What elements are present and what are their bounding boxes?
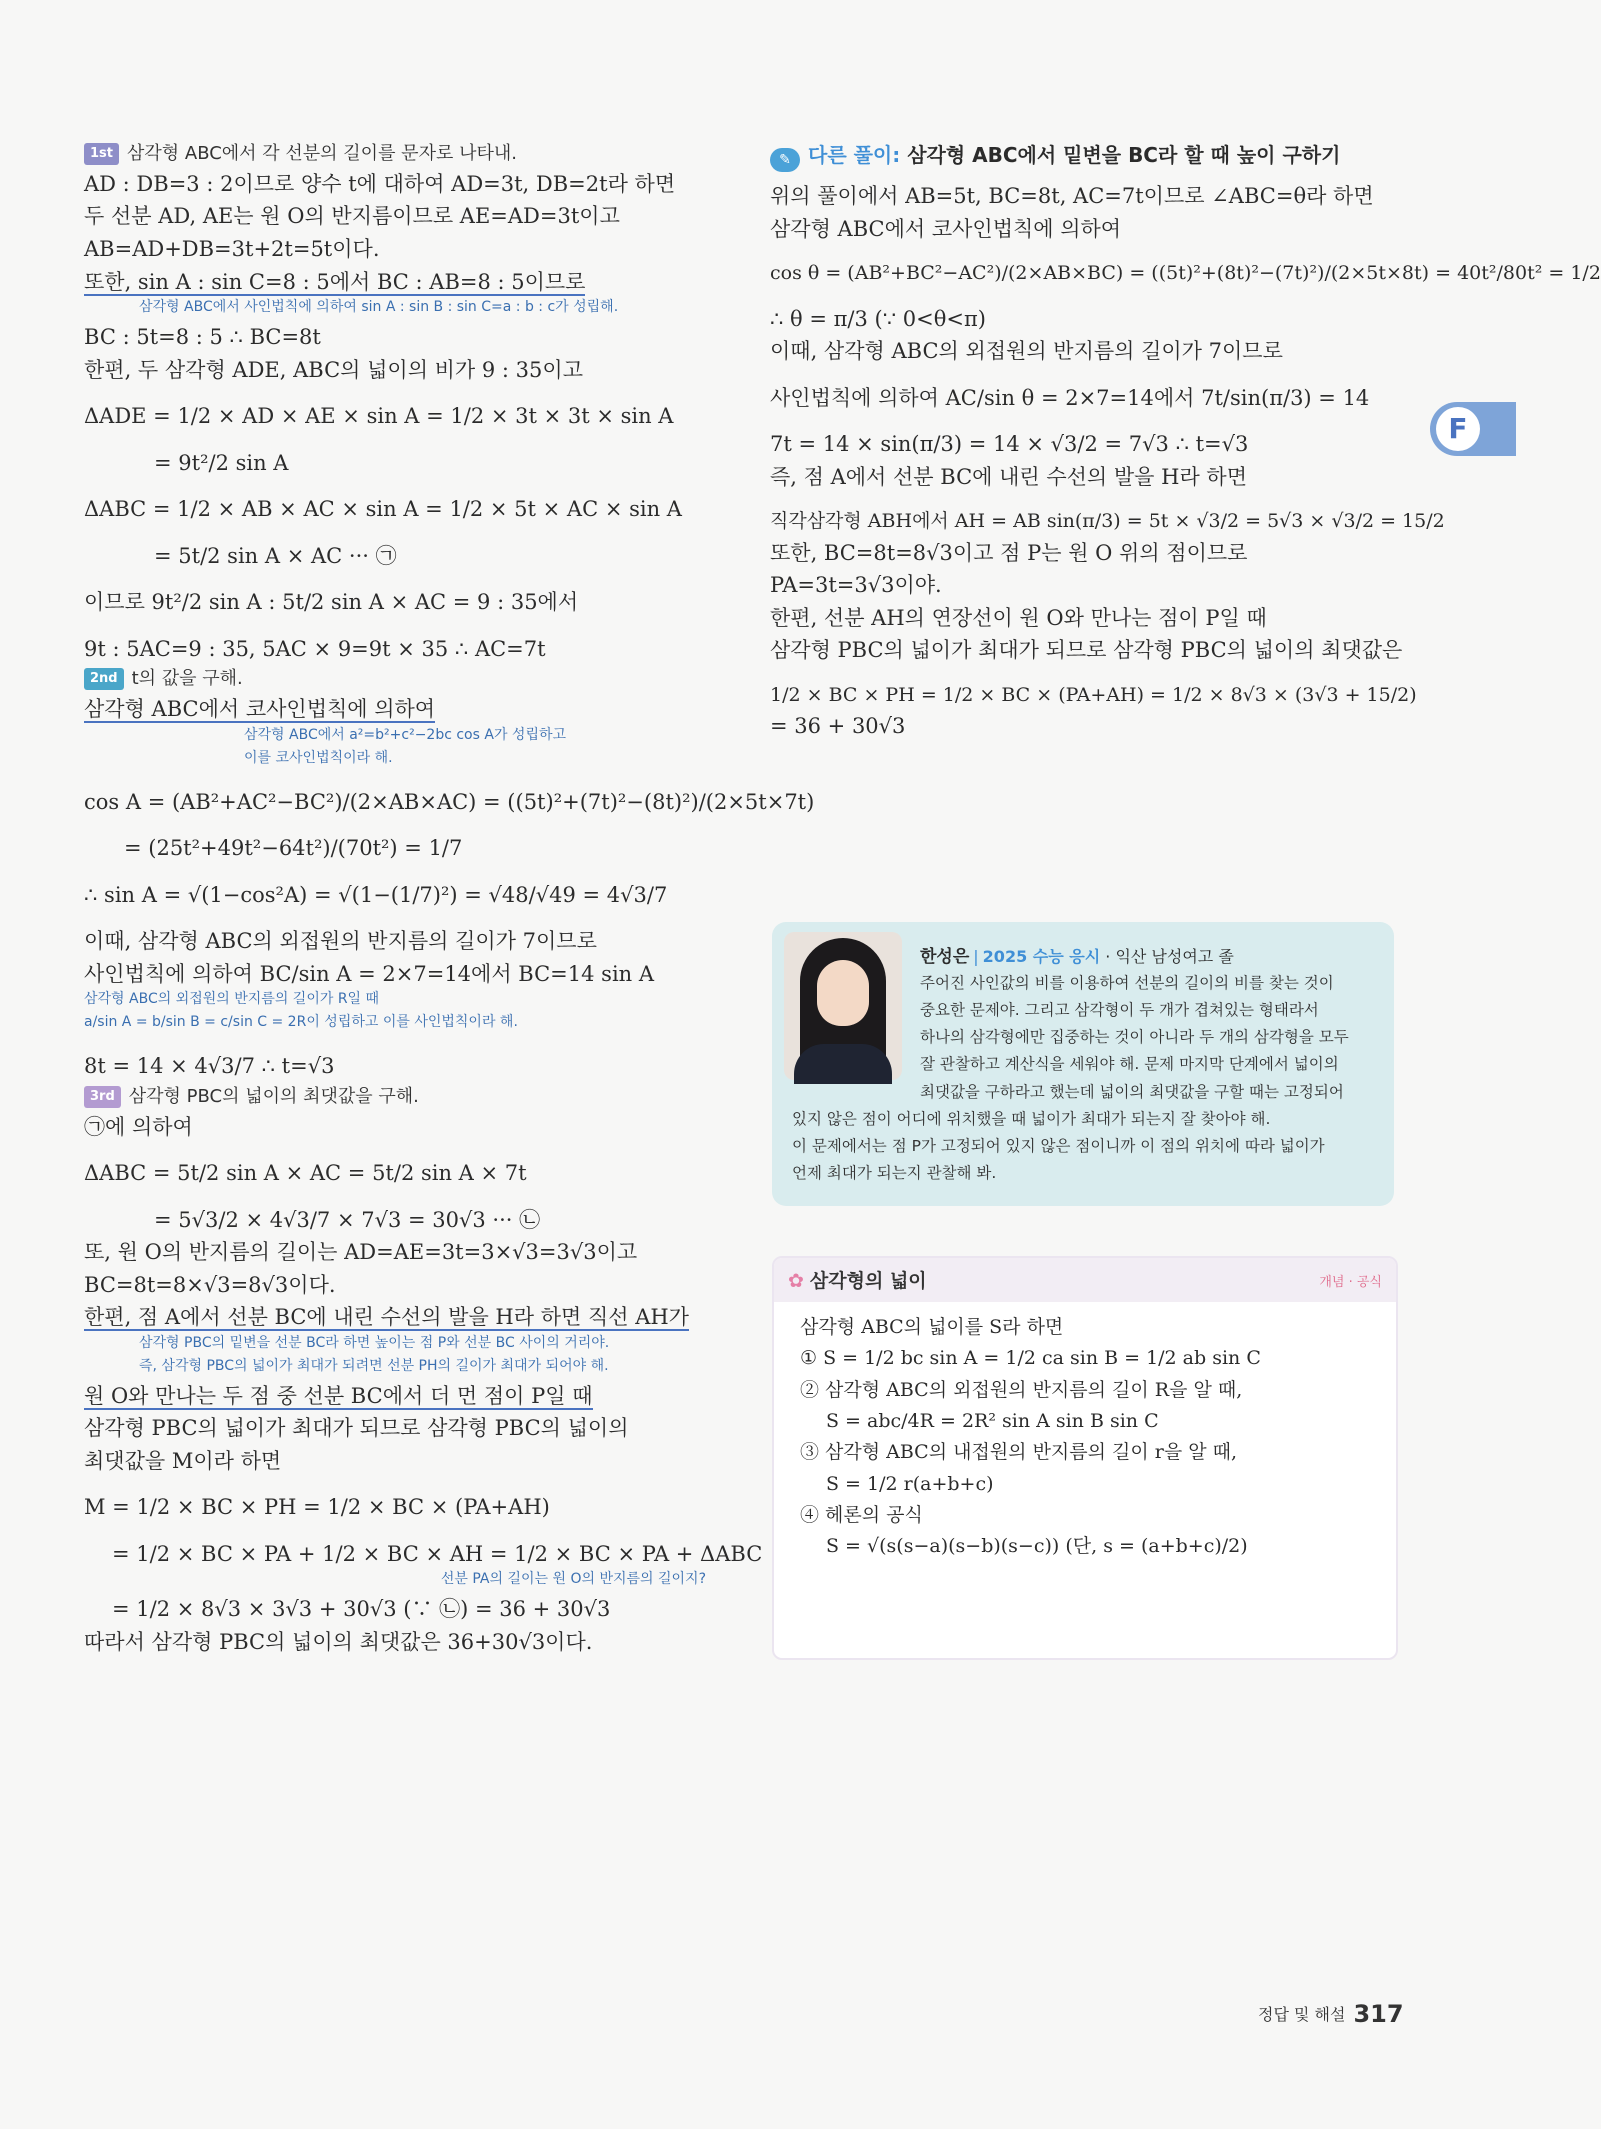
margin-note: 삼각형 PBC의 밑변을 선분 BC라 하면 높이는 점 P와 선분 BC 사이의 거리야. (139, 1334, 610, 1351)
formula-line: = 1/2 × BC × PA + 1/2 × BC × AH = 1/2 × BC × PA + ΔABC (112, 1541, 763, 1566)
step3-title: 삼각형 PBC의 넓이의 최댓값을 구해. (128, 1085, 419, 1107)
flower-icon: ✿ (788, 1270, 804, 1292)
formula-line: ∴ θ = π/3 (∵ 0<θ<π) (770, 306, 986, 331)
solution-line: 또한, BC=8t=8√3이고 점 P는 원 O 위의 점이므로 (770, 540, 1248, 565)
solution-line (84, 693, 724, 726)
formula-line: ΔADE = 1/2 × AD × AE × sin A = 1/2 × 3t × 3t × sin A (84, 404, 674, 429)
review-line: 이 문제에서는 점 P가 고정되어 있지 않은 점이니까 이 점의 위치에 따라 넓이가 (792, 1136, 1325, 1155)
solution-line: 한편, 두 삼각형 ADE, ABC의 넓이의 비가 9 : 35이고 (84, 357, 583, 382)
solution-line (84, 266, 724, 299)
concept-header (774, 1258, 1396, 1302)
concept-line: S = abc/4R = 2R² sin A sin B sin C (826, 1410, 1159, 1433)
formula-line: ∴ sin A = √(1−cos²A) = √(1−(1/7)²) = √48/√49 = 4√3/7 (84, 882, 668, 907)
step2-heading (84, 665, 724, 693)
left-column (84, 140, 815, 1658)
concept-line: S = √(s(s−a)(s−b)(s−c)) (단, s = (a+b+c)/2) (826, 1535, 1248, 1558)
solution-line: PA=3t=3√3이야. (770, 573, 942, 598)
right-column (770, 140, 1601, 743)
concept-line: S = 1/2 r(a+b+c) (826, 1472, 994, 1495)
footer-label: 정답 및 해설 (1258, 2005, 1346, 2024)
concept-box (772, 1256, 1398, 1660)
formula-line: 이므로 9t²/2 sin A : 5t/2 sin A × AC = 9 : 35에서 (84, 590, 579, 615)
formula-line: cos A = (AB²+AC²−BC²)/(2×AB×AC) = ((5t)²+(7t)²−(8t)²)/(2×5t×7t) (84, 789, 815, 814)
page-footer (1258, 2000, 1404, 2028)
section-tab-f (1430, 402, 1516, 456)
alt-solution-label: 다른 풀이: (808, 143, 901, 167)
formula-line: ΔABC = 5t/2 sin A × AC = 5t/2 sin A × 7t (84, 1161, 527, 1186)
alt-solution-heading (770, 140, 1392, 172)
formula-line: ΔABC = 1/2 × AB × AC × sin A = 1/2 × 5t × AC × sin A (84, 497, 682, 522)
solution-line: 최댓값을 M이라 하면 (84, 1448, 282, 1473)
margin-note: 선분 PA의 길이는 원 O의 반지름의 길이지? (440, 1571, 706, 1588)
margin-note: 이를 코사인법칙이라 해. (244, 749, 393, 766)
solution-line: 위의 풀이에서 AB=5t, BC=8t, AC=7t이므로 ∠ABC=θ라 하면 (770, 184, 1374, 208)
concept-line: ① S = 1/2 bc sin A = 1/2 ca sin B = 1/2 ab sin C (800, 1347, 1261, 1370)
review-line: 언제 최대가 되는지 관찰해 봐. (792, 1163, 997, 1182)
solution-line: BC=8t=8×√3=8√3이다. (84, 1272, 336, 1297)
solution-line: 삼각형 PBC의 넓이가 최대가 되므로 삼각형 PBC의 넓이의 (84, 1416, 629, 1441)
margin-note: a/sin A = b/sin B = c/sin C = 2R이 성립하고 이를 사인법칙이라 해. (84, 1014, 518, 1031)
underlined-text: 한편, 점 A에서 선분 BC에 내린 수선의 발을 H라 하면 직선 AH가 (84, 1305, 689, 1330)
concept-line: 삼각형 ABC의 넓이를 S라 하면 (800, 1316, 1064, 1338)
step1-badge: 1st (84, 143, 119, 165)
concept-tag: 개념 · 공식 (1319, 1275, 1382, 1290)
margin-note: 삼각형 ABC에서 a²=b²+c²−2bc cos A가 성립하고 (244, 726, 567, 743)
review-line: 하나의 삼각형에만 집중하는 것이 아니라 두 개의 삼각형을 모두 (920, 1028, 1349, 1047)
review-text (792, 970, 1372, 1187)
step1-title: 삼각형 ABC에서 각 선분의 길이를 문자로 나타내. (127, 143, 517, 164)
solution-line (84, 1301, 724, 1334)
formula-line: 8t = 14 × 4√3/7 ∴ t=√3 (84, 1054, 335, 1079)
margin-note: 즉, 삼각형 PBC의 넓이가 최대가 되려면 선분 PH의 길이가 최대가 되어야 해. (139, 1357, 609, 1374)
margin-note: 삼각형 ABC에서 사인법칙에 의하여 sin A : sin B : sin C=a : b : c가 성립해. (139, 299, 619, 316)
page-number: 317 (1353, 2000, 1404, 2028)
school-label: · 익산 남성여고 졸 (1105, 947, 1234, 966)
solution-line: AB=AD+DB=3t+2t=5t이다. (84, 236, 380, 261)
solution-line: 이때, 삼각형 ABC의 외접원의 반지름의 길이가 7이므로 (84, 929, 597, 954)
concept-line: ② 삼각형 ABC의 외접원의 반지름의 길이 R을 알 때, (800, 1378, 1243, 1401)
formula-line: cos θ = (AB²+BC²−AC²)/(2×AB×BC) = ((5t)²+(8t)²−(7t)²)/(2×5t×8t) = 40t²/80t² = 1/2 (770, 262, 1601, 285)
review-line: 중요한 문제야. 그리고 삼각형이 두 개가 겹쳐있는 형태라서 (920, 1001, 1319, 1020)
student-review-box (772, 922, 1394, 1206)
review-line: 있지 않은 점이 어디에 위치했을 때 넓이가 최대가 되는지 잘 찾아야 해. (792, 1109, 1271, 1128)
formula-line: 사인법칙에 의하여 BC/sin A = 2×7=14에서 BC=14 sin A (84, 961, 655, 986)
solution-line (84, 1380, 724, 1413)
concept-line: ④ 헤론의 공식 (800, 1504, 923, 1527)
formula-line: 사인법칙에 의하여 AC/sin θ = 2×7=14에서 7t/sin(π/3) = 14 (770, 385, 1370, 410)
solution-line: ㉠에 의하여 (84, 1114, 193, 1139)
solution-line: 삼각형 PBC의 넓이가 최대가 되므로 삼각형 PBC의 넓이의 최댓값은 (770, 638, 1403, 663)
underlined-text: 원 O와 만나는 두 점 중 선분 BC에서 더 먼 점이 P일 때 (84, 1383, 593, 1408)
formula-line: 7t = 14 × sin(π/3) = 14 × √3/2 = 7√3 ∴ t=√3 (770, 432, 1249, 457)
solution-line: 또, 원 O의 반지름의 길이는 AD=AE=3t=3×√3=3√3이고 (84, 1240, 638, 1265)
solution-line: AD : DB=3 : 2이므로 양수 t에 대하여 AD=3t, DB=2t라 하면 (84, 171, 676, 196)
student-name: 한성은 (920, 947, 970, 967)
concept-body (774, 1302, 1396, 1573)
step2-title: t의 값을 구해. (131, 668, 243, 690)
alt-solution-title: 삼각형 ABC에서 밑변을 BC라 할 때 높이 구하기 (907, 143, 1341, 167)
formula-line: = 5t/2 sin A × AC ··· ㉠ (154, 543, 397, 568)
formula-line: M = 1/2 × BC × PH = 1/2 × BC × (PA+AH) (84, 1495, 550, 1520)
underlined-text: 또한, sin A : sin C=8 : 5에서 BC : AB=8 : 5이므로 (84, 269, 586, 294)
solution-line: 한편, 선분 AH의 연장선이 원 O와 만나는 점이 P일 때 (770, 605, 1267, 630)
review-line: 잘 관찰하고 계산식을 세워야 해. 문제 마지막 단계에서 넓이의 (920, 1055, 1339, 1074)
formula-line: 직각삼각형 ABH에서 AH = AB sin(π/3) = 5t × √3/2 = 5√3 × √3/2 = 15/2 (770, 510, 1445, 533)
step3-heading (84, 1083, 724, 1111)
formula-line: 1/2 × BC × PH = 1/2 × BC × (PA+AH) = 1/2 × 8√3 × (3√3 + 15/2) (770, 683, 1417, 706)
formula-line: = (25t²+49t²−64t²)/(70t²) = 1/7 (124, 836, 463, 861)
review-line: 주어진 사인값의 비를 이용하여 선분의 길이의 비를 찾는 것이 (920, 974, 1334, 992)
solution-line: 두 선분 AD, AE는 원 O의 반지름이므로 AE=AD=3t이고 (84, 204, 620, 229)
concept-line: ③ 삼각형 ABC의 내접원의 반지름의 길이 r을 알 때, (800, 1441, 1238, 1464)
section-letter: F (1436, 407, 1480, 451)
step2-badge: 2nd (84, 668, 124, 690)
alt-solution-icon: ✎ (770, 148, 800, 172)
exam-label: 2025 수능 응시 (982, 947, 1101, 966)
margin-note: 삼각형 ABC의 외접원의 반지름의 길이가 R일 때 (84, 991, 380, 1008)
solution-line: 즉, 점 A에서 선분 BC에 내린 수선의 발을 H라 하면 (770, 464, 1247, 489)
formula-line: = 36 + 30√3 (770, 714, 906, 739)
concept-title: 삼각형의 넓이 (809, 1270, 927, 1292)
formula-line: = 9t²/2 sin A (154, 450, 289, 475)
step1-heading (84, 140, 724, 168)
formula-line: = 1/2 × 8√3 × 3√3 + 30√3 (∵ ㉡) = 36 + 30√3 (112, 1597, 611, 1622)
solution-line: 삼각형 ABC에서 코사인법칙에 의하여 (770, 216, 1122, 241)
formula-line: 9t : 5AC=9 : 35, 5AC × 9=9t × 35 ∴ AC=7t (84, 636, 546, 661)
review-line: 최댓값을 구하라고 했는데 넓이의 최댓값을 구할 때는 고정되어 (920, 1082, 1344, 1101)
formula-line: = 5√3/2 × 4√3/7 × 7√3 = 30√3 ··· ㉡ (154, 1207, 541, 1232)
solution-line: BC : 5t=8 : 5 ∴ BC=8t (84, 324, 321, 349)
underlined-text: 삼각형 ABC에서 코사인법칙에 의하여 (84, 697, 436, 722)
review-header: 한성은 | 2025 수능 응시 · 익산 남성여고 졸 (920, 947, 1234, 967)
step3-badge: 3rd (84, 1086, 121, 1108)
conclusion-line: 따라서 삼각형 PBC의 넓이의 최댓값은 36+30√3이다. (84, 1629, 593, 1654)
solution-line: 이때, 삼각형 ABC의 외접원의 반지름의 길이가 7이므로 (770, 339, 1283, 364)
